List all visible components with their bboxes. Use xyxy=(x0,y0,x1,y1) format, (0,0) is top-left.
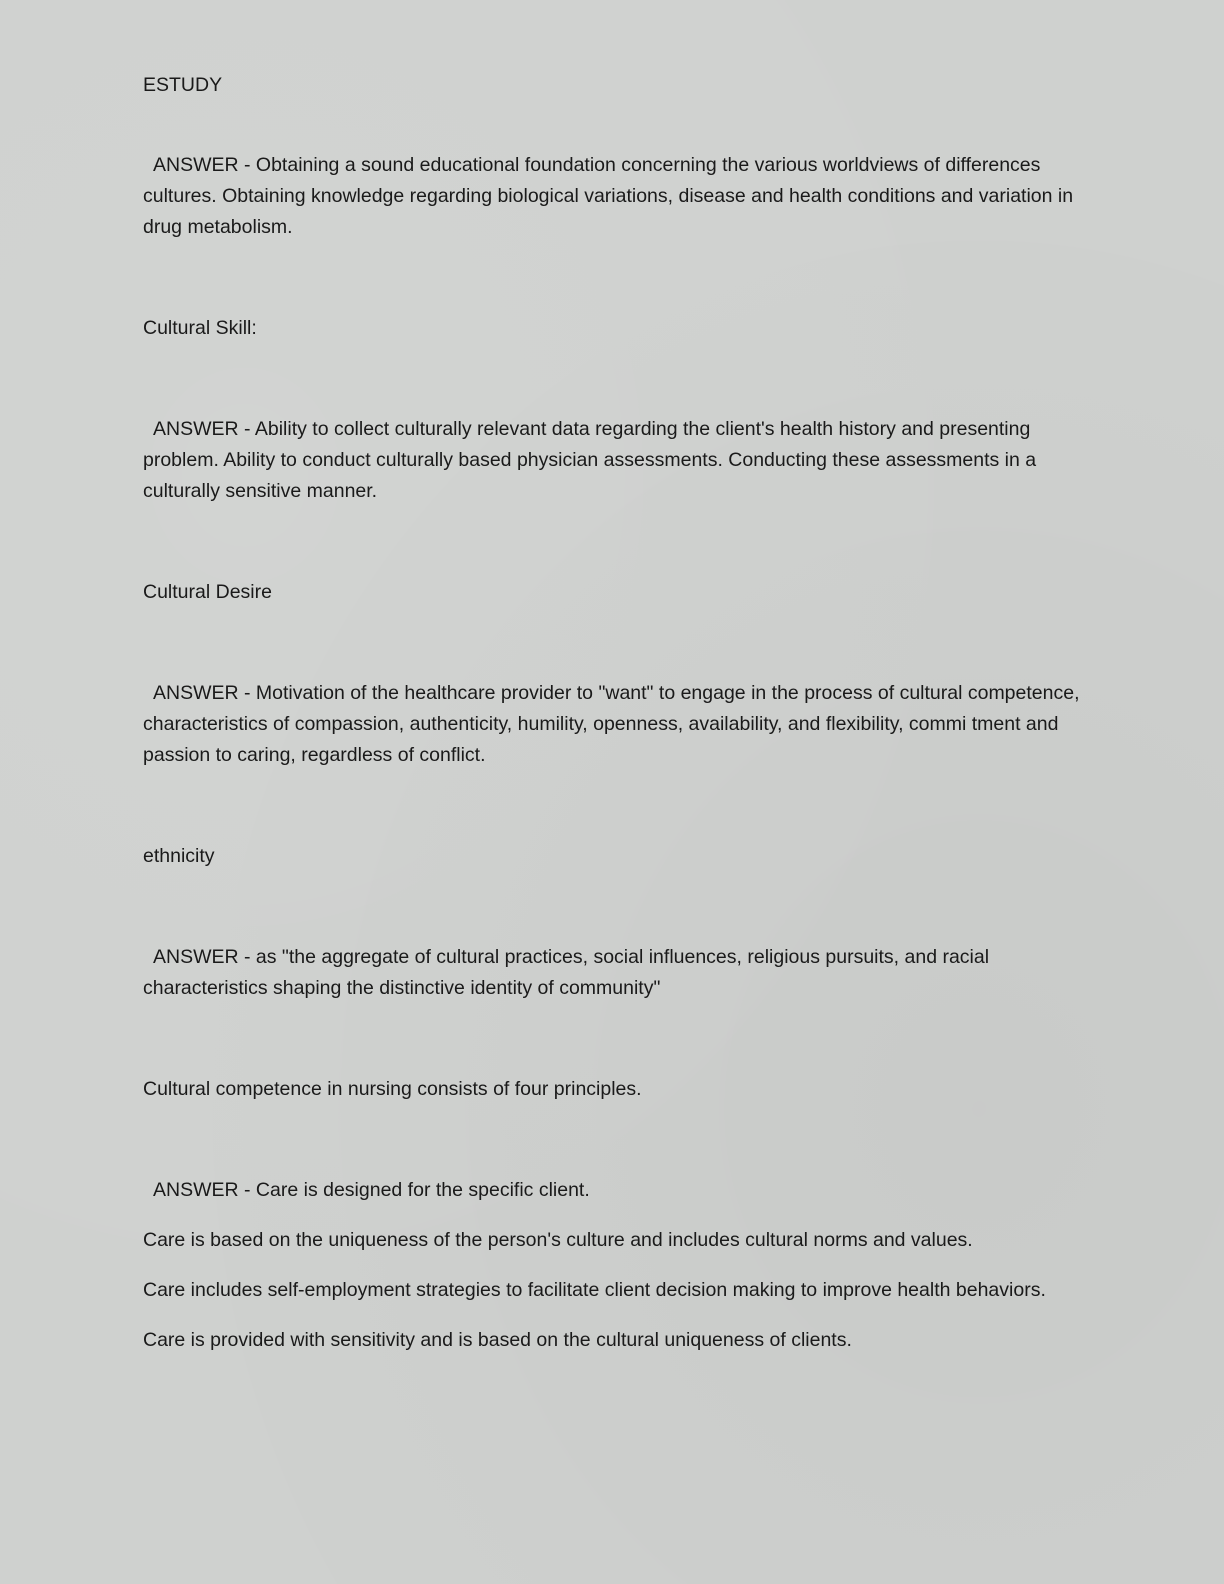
document-content xyxy=(143,70,1083,1356)
document-header: ESTUDY xyxy=(143,74,223,96)
answer-paragraph xyxy=(143,678,1083,771)
question-text: Cultural competence in nursing consists of four principles. xyxy=(143,1078,642,1100)
answer-text: Motivation of the healthcare provider to "want" to engage in the process of cultural competence, characteristics of compassion, authenticity, humility, openness, availability, and flexibility, commi tment and passion to caring, regardless of conflict. xyxy=(143,682,1080,766)
answer-label: ANSWER - xyxy=(153,1179,256,1201)
answer-text: Care is designed for the specific client. xyxy=(255,1179,590,1201)
answer-paragraph xyxy=(143,150,1083,243)
answer-continuation: Care is provided with sensitivity and is based on the cultural uniqueness of clients. xyxy=(143,1329,852,1351)
answer-label: ANSWER - xyxy=(153,682,256,704)
answer-text: as "the aggregate of cultural practices, social influences, religious pursuits, and racial characteristics shaping the distinctive identity of community" xyxy=(143,946,990,999)
answer-continuation: Care includes self-employment strategies to facilitate client decision making to improve health behaviors. xyxy=(143,1279,1046,1301)
answer-paragraph xyxy=(143,942,1083,1004)
answer-label: ANSWER - xyxy=(153,154,256,176)
answer-paragraph xyxy=(143,414,1083,507)
question-text: Cultural Skill: xyxy=(143,317,257,339)
question-text: ethnicity xyxy=(143,845,215,867)
answer-label: ANSWER - xyxy=(153,946,256,968)
question-text: Cultural Desire xyxy=(143,581,272,603)
answer-label: ANSWER - xyxy=(153,418,255,440)
answer-text: Obtaining a sound educational foundation concerning the various worldviews of differences cultures. Obtaining knowledge regarding biological variations, disease and health conditions and variation in drug metabolism. xyxy=(143,154,1074,238)
answer-paragraph xyxy=(143,1175,1083,1206)
answer-continuation: Care is based on the uniqueness of the person's culture and includes cultural norms and values. xyxy=(143,1229,973,1251)
answer-text: Ability to collect culturally relevant data regarding the client's health history and presenting problem. Ability to conduct culturally based physician assessments. Conducting these assessments in a culturally sensitive manner. xyxy=(143,418,1037,502)
